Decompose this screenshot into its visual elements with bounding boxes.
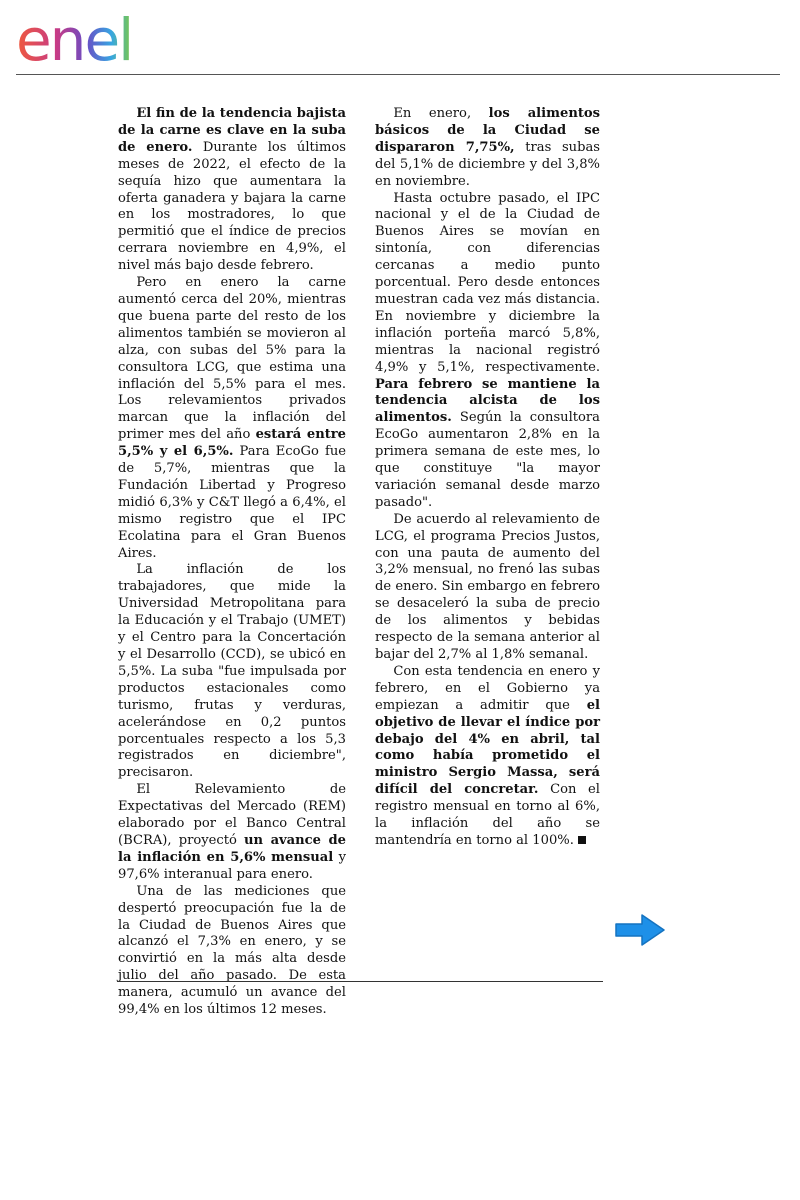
body-text: Hasta octubre pasado, el IPC nacional y el de la Ciudad de Buenos Aires se movían en sintonía, con diferencias cercanas a medio punto porcentual. Pero desde entonces muestran cada vez más distancia. En noviembre y diciembre la inflación porteña marcó 5,8%, mientras la nacional registró 4,9% y 5,1%, respectivamente. [375, 190, 600, 375]
body-text: Con esta tendencia en enero y febrero, en el Gobierno ya empiezan a admitir que [375, 663, 600, 713]
body-text: Pero en enero la carne aumentó cerca del 20%, mientras que buena parte del resto de los alimentos también se movieron al alza, con subas del 5% para la consultora LCG, que estima una inflación del 5,5% para el mes. Los relevamientos privados marcan que la inflación del primer mes del año [118, 275, 346, 443]
article-paragraph [118, 562, 346, 782]
article-paragraph [118, 884, 346, 1019]
article-paragraph [375, 664, 600, 850]
bold-text: estará entre 5,5% y el 6,5%. [118, 427, 346, 460]
article-paragraph [118, 782, 346, 883]
body-text: En enero, [393, 106, 489, 121]
enel-logo [16, 14, 172, 70]
bold-text: El fin de la tendencia bajista de la carne es clave en la suba de enero. [118, 106, 346, 155]
article-column-left [118, 106, 346, 1019]
article-paragraph [375, 191, 600, 512]
body-text: Una de las mediciones que despertó preocupación fue la de la Ciudad de Buenos Aires que alcanzó el 7,3% en enero, y se convirtió en la más alta desde julio del año pasado. De esta manera, acumuló un avance del 99,4% en los últimos 12 meses. [118, 883, 346, 1018]
footer-divider [117, 981, 603, 982]
body-text: Para EcoGo fue de 5,7%, mientras que la Fundación Libertad y Progreso midió 6,3% y C&T llegó a 6,4%, el mismo registro que el IPC Ecolatina para el Gran Buenos Aires. [118, 444, 346, 561]
body-text: y 97,6% interanual para enero. [118, 849, 346, 882]
body-text: De acuerdo al relevamiento de LCG, el programa Precios Justos, con una pauta de aumento del 3,2% mensual, no frenó las subas de enero. Sin embargo en febrero se desaceleró la suba de precio de los alimentos y bebidas respecto de la semana anterior al bajar del 2,7% al 1,8% semanal. [375, 511, 600, 662]
arrow-right-icon[interactable] [614, 913, 666, 947]
bold-text: Para febrero se mantiene la tendencia alcista de los alimentos. [375, 376, 600, 426]
body-text: Durante los últimos meses de 2022, el efecto de la sequía hizo que aumentara la oferta ganadera y bajara la carne en los mostradores, lo que permitió que el índice de precios cerrara noviembre en 4,9%, el nivel más bajo desde febrero. [118, 139, 346, 274]
end-square-icon [578, 836, 586, 844]
article-column-right [375, 106, 600, 850]
article-paragraph [118, 106, 346, 275]
svg-text:enel: enel [16, 14, 133, 70]
body-text: La inflación de los trabajadores, que mide la Universidad Metropolitana para la Educación y el Trabajo (UMET) y el Centro para la Concertación y el Desarrollo (CCD), se ubicó en 5,5%. La suba "fue impulsada por productos estacionales como turismo, frutas y verduras, acelerándose en 0,2 puntos porcentuales respecto a los 5,3 registrados en diciembre", precisaron. [118, 562, 346, 781]
bold-text: el objetivo de llevar el índice por debajo del 4% en abril, tal como había prometido el ministro Sergio Massa, será difícil del concretar. [375, 697, 600, 798]
article-paragraph [375, 106, 600, 191]
article-paragraph [375, 512, 600, 664]
body-text: Con el registro mensual en torno al 6%, la inflación del año se mantendría en torno al 100%. [375, 782, 600, 848]
bold-text: los alimentos básicos de la Ciudad se dispararon 7,75%, [375, 106, 600, 155]
article-paragraph [118, 275, 346, 562]
body-text: El Relevamiento de Expectativas del Mercado (REM) elaborado por el Banco Central (BCRA), proyectó [118, 782, 346, 848]
body-text: tras subas del 5,1% de diciembre y del 3,8% en noviembre. [375, 139, 600, 189]
header-divider [16, 74, 780, 75]
body-text: Según la consultora EcoGo aumentaron 2,8% en la primera semana de este mes, lo que constituye "la mayor variación semanal desde marzo pasado". [375, 410, 600, 510]
bold-text: un avance de la inflación en 5,6% mensual [118, 832, 346, 865]
